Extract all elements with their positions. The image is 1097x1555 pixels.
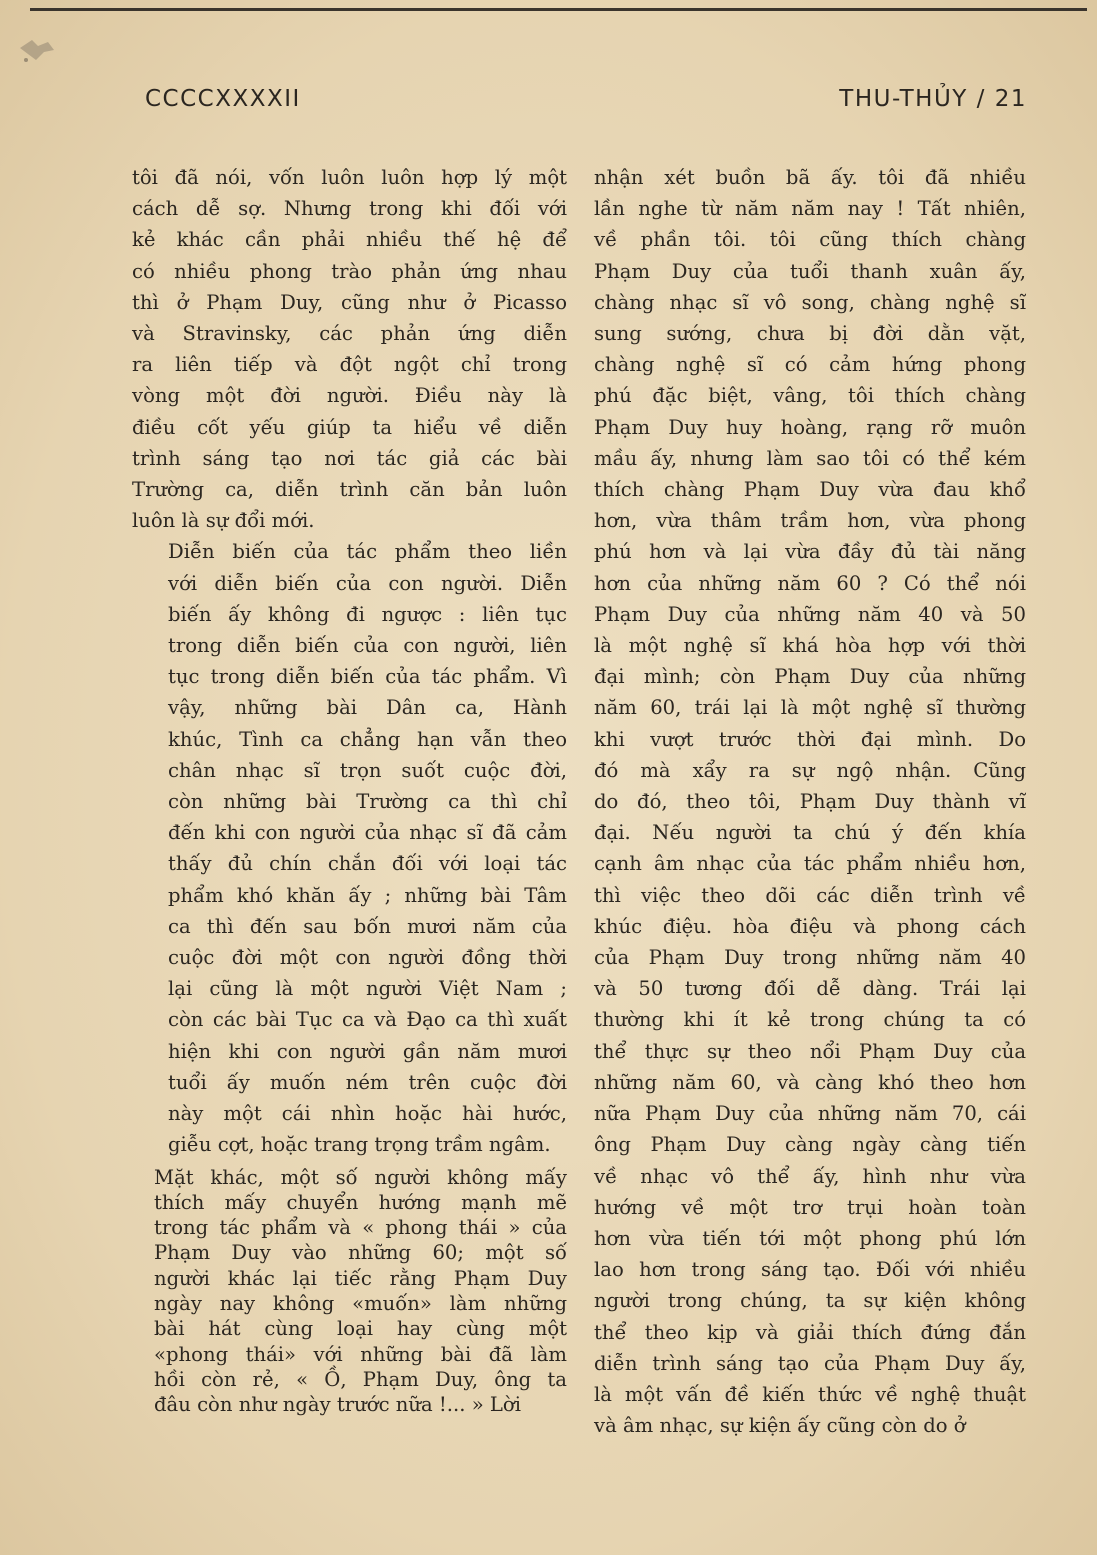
text-line: giễu cợt, hoặc trang trọng trầm ngâm. xyxy=(168,1133,551,1157)
text-line: thì việc theo dõi các diễn trình về xyxy=(594,883,1026,907)
issue-number: CCCCXXXXII xyxy=(145,86,301,112)
text-line: cách dễ sợ. Nhưng trong khi đối với xyxy=(132,197,567,221)
text-line: tục trong diễn biến của tác phẩm. Vì xyxy=(168,665,567,689)
text-line: với diễn biến của con người. Diễn xyxy=(168,571,567,595)
text-line: và âm nhạc, sự kiện ấy cũng còn do ở xyxy=(594,1414,966,1438)
paragraph xyxy=(132,536,567,1160)
text-line: mầu ấy, nhưng làm sao tôi có thể kém xyxy=(594,446,1026,470)
text-line: đến khi con người của nhạc sĩ đã cảm xyxy=(168,821,567,845)
text-line: hướng về một trơ trụi hoàn toàn xyxy=(594,1195,1026,1219)
text-line: về phần tôi. tôi cũng thích chàng xyxy=(594,228,1026,252)
text-line: cạnh âm nhạc của tác phẩm nhiều hơn, xyxy=(594,852,1026,876)
text-line: thể thực sự theo nổi Phạm Duy của xyxy=(594,1039,1026,1063)
left-column xyxy=(132,162,567,1417)
text-line: cuộc đời một con người đồng thời xyxy=(168,946,567,970)
text-line: lần nghe từ năm năm nay ! Tất nhiên, xyxy=(594,197,1026,221)
text-line: tôi đã nói, vốn luôn luôn hợp lý một xyxy=(132,166,567,189)
text-line: và Stravinsky, các phản ứng diễn xyxy=(132,322,567,346)
publication-and-page: THU-THỦY / 21 xyxy=(839,86,1027,112)
text-line: đó mà xẩy ra sự ngộ nhận. Cũng xyxy=(594,758,1026,782)
text-line: lao hơn trong sáng tạo. Đối với nhiều xyxy=(594,1258,1026,1282)
text-line: thấy đủ chín chắn đối với loại tác xyxy=(168,852,567,876)
text-line: hơn, vừa thâm trầm hơn, vừa phong xyxy=(594,509,1026,533)
text-line: và 50 tương đối dễ dàng. Trái lại xyxy=(594,977,1026,1001)
text-line: tuổi ấy muốn ném trên cuộc đời xyxy=(168,1070,567,1094)
text-line: là một nghệ sĩ khá hòa hợp với thời xyxy=(594,634,1026,658)
paragraph xyxy=(132,162,567,536)
text-line: Trường ca, diễn trình căn bản luôn xyxy=(132,478,567,502)
text-line: còn các bài Tục ca và Đạo ca thì xuất xyxy=(168,1008,567,1032)
text-line: Phạm Duy của những năm 40 và 50 xyxy=(594,602,1026,626)
text-line: người khác lại tiếc rằng Phạm Duy xyxy=(154,1266,567,1290)
text-line: có nhiều phong trào phản ứng nhau xyxy=(132,259,567,283)
text-line: phẩm khó khăn ấy ; những bài Tâm xyxy=(168,883,567,907)
text-line: trong diễn biến của con người, liên xyxy=(168,634,567,658)
text-line: ngày nay không «muốn» làm những xyxy=(154,1291,567,1315)
text-line: đại mình; còn Phạm Duy của những xyxy=(594,665,1026,689)
text-line: đâu còn như ngày trước nữa !... » Lời xyxy=(154,1393,522,1417)
text-line: «phong thái» với những bài đã làm xyxy=(154,1342,567,1366)
text-line: này một cái nhìn hoặc hài hước, xyxy=(168,1102,567,1126)
text-line: ca thì đến sau bốn mươi năm của xyxy=(168,914,567,938)
text-line: những năm 60, và càng khó theo hơn xyxy=(594,1070,1026,1094)
text-line: khúc, Tình ca chẳng hạn vẫn theo xyxy=(168,727,567,751)
text-line: biến ấy không đi ngược : liên tục xyxy=(168,602,567,626)
text-line: do đó, theo tôi, Phạm Duy thành vĩ xyxy=(594,790,1026,814)
text-line: luôn là sự đổi mới. xyxy=(132,509,315,533)
text-line: chàng nhạc sĩ vô song, chàng nghệ sĩ xyxy=(594,290,1026,314)
text-line: Phạm Duy huy hoàng, rạng rỡ muôn xyxy=(594,415,1026,439)
text-line: lại cũng là một người Việt Nam ; xyxy=(168,977,567,1001)
text-line: bài hát cùng loại hay cùng một xyxy=(154,1317,567,1341)
text-line: thì ở Phạm Duy, cũng như ở Picasso xyxy=(132,290,567,314)
text-line: điều cốt yếu giúp ta hiểu về diễn xyxy=(132,415,567,439)
text-line: hiện khi con người gần năm mươi xyxy=(168,1039,567,1063)
text-line: ông Phạm Duy càng ngày càng tiến xyxy=(594,1133,1026,1157)
page-header xyxy=(145,86,1027,120)
text-line: thích mấy chuyển hướng mạnh mẽ xyxy=(154,1190,567,1214)
text-line: Diễn biến của tác phẩm theo liền xyxy=(168,540,567,564)
text-line: chàng nghệ sĩ có cảm hứng phong xyxy=(594,353,1026,377)
text-line: khúc điệu. hòa điệu và phong cách xyxy=(594,914,1026,938)
top-rule xyxy=(30,8,1087,11)
text-line: kẻ khác cần phải nhiều thế hệ để xyxy=(132,228,567,252)
text-line: thích chàng Phạm Duy vừa đau khổ xyxy=(594,478,1026,502)
text-line: còn những bài Trường ca thì chỉ xyxy=(168,790,567,814)
text-line: diễn trình sáng tạo của Phạm Duy ấy, xyxy=(594,1351,1026,1375)
text-line: sung sướng, chưa bị đời dằn vặt, xyxy=(594,322,1026,346)
text-line: hơn vừa tiến tới một phong phú lớn xyxy=(594,1226,1026,1250)
paragraph xyxy=(132,1165,567,1418)
text-line: hồi còn rẻ, « Ồ, Phạm Duy, ông ta xyxy=(154,1367,567,1391)
text-line: Phạm Duy của tuổi thanh xuân ấy, xyxy=(594,259,1026,283)
text-line: phú hơn và lại vừa đầy đủ tài năng xyxy=(594,540,1026,564)
text-line: năm 60, trái lại là một nghệ sĩ thường xyxy=(594,696,1026,720)
text-line: về nhạc vô thể ấy, hình như vừa xyxy=(594,1164,1026,1188)
text-line: Phạm Duy vào những 60; một số xyxy=(154,1241,567,1265)
text-line: vậy, những bài Dân ca, Hành xyxy=(168,696,567,720)
text-line: vòng một đời người. Điều này là xyxy=(132,384,567,408)
text-line: là một vấn đề kiến thức về nghệ thuật xyxy=(594,1382,1026,1406)
text-line: nữa Phạm Duy của những năm 70, cái xyxy=(594,1102,1026,1126)
text-line: phú đặc biệt, vâng, tôi thích chàng xyxy=(594,384,1026,408)
right-column xyxy=(594,162,1026,1441)
text-line: thể theo kịp và giải thích đứng đắn xyxy=(594,1320,1026,1344)
text-line: trong tác phẩm và « phong thái » của xyxy=(154,1216,567,1240)
text-line: thường khi ít kẻ trong chúng ta có xyxy=(594,1008,1026,1032)
text-line: khi vượt trước thời đại mình. Do xyxy=(594,727,1026,751)
text-line: nhận xét buồn bã ấy. tôi đã nhiều xyxy=(594,166,1026,189)
text-line: chân nhạc sĩ trọn suốt cuộc đời, xyxy=(168,758,567,782)
text-line: đại. Nếu người ta chú ý đến khía xyxy=(594,821,1026,845)
text-line: hơn của những năm 60 ? Có thể nói xyxy=(594,571,1026,595)
ink-smudge-decoration xyxy=(18,30,63,70)
text-line: trình sáng tạo nơi tác giả các bài xyxy=(132,446,567,470)
paragraph xyxy=(594,162,1026,1441)
text-line: người trong chúng, ta sự kiện không xyxy=(594,1289,1026,1313)
text-line: Mặt khác, một số người không mấy xyxy=(154,1165,567,1189)
text-line: ra liên tiếp và đột ngột chỉ trong xyxy=(132,353,567,377)
text-line: của Phạm Duy trong những năm 40 xyxy=(594,946,1026,970)
